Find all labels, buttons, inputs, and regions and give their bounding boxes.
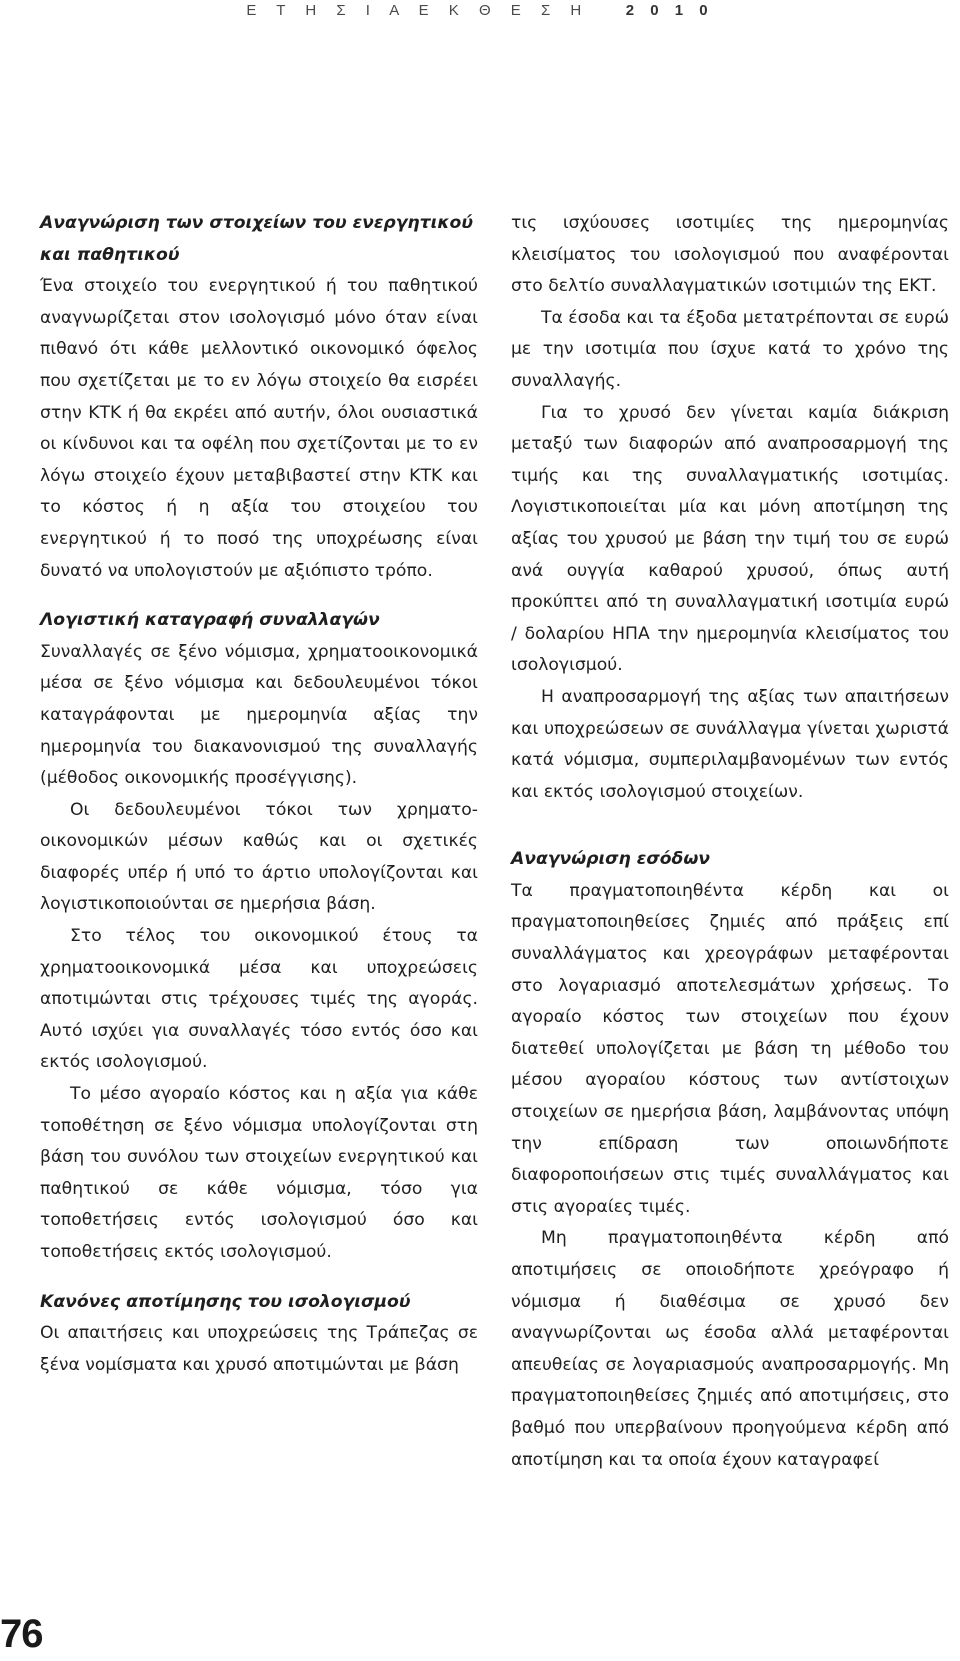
left-column	[40, 208, 478, 1381]
paragraph-fx-gold-valuation: Οι απαιτήσεις και υποχρεώσεις της Τράπεζας σε ξένα νομίσματα και χρυσό αποτιμώνται με βάση	[40, 1323, 478, 1375]
paragraph-accrued-interest: Οι δεδουλευμένοι τόκοι των χρηματοοικονομικών μέσων καθώς και οι σχετικές διαφορές υπέρ ή υπό το άρτιο υπολογίζονται και λογιστικοποιούνται σε ημερήσια βάση.	[40, 799, 478, 915]
paragraph-foreign-currency-transactions: Συναλλαγές σε ξένο νόμισμα, χρηματοοικονομικά μέσα σε ξένο νόμισμα και δεδουλευμένοι τόκοι καταγράφονται με ημερομηνία αξίας την ημερομηνία του διακανονισμού της συναλλαγής (μέθοδος οικονομικής προσέγγισης).	[40, 641, 478, 789]
paragraph-unrealised-gains: Μη πραγματοποιηθέντα κέρδη από αποτιμήσεις σε οποιοδήποτε χρεόγραφο ή νόμισμα ή διαθέσιμα σε χρυσό δεν αναγνωρίζονται ως έσοδα αλλά μεταφέρονται απευθείας σε λογαριασμούς αναπροσαρμογής. Μη πραγματοποιηθείσες ζημιές από αποτιμήσεις, στο βαθμό που υπερβαίνουν προηγούμενα κέρδη από αποτίμηση και τα οποία έχουν καταγραφεί	[511, 1228, 949, 1470]
paragraph-recognition: Ένα στοιχείο του ενεργητικού ή του παθητικού αναγνωρίζεται στον ισολογισμό μόνο όταν είναι πιθανό ότι κάθε μελλοντικό οικονομικό όφελος που σχετίζεται με το εν λόγω στοιχείο θα εισρέει στην ΚΤΚ ή θα εκρέει από αυτήν, όλοι ουσιαστικά οι κίνδυνοι και τα οφέλη που σχετίζονται με το εν λόγω στοιχείο έχουν μεταβιβαστεί στην ΚΤΚ και το κόστος ή η αξία του στοιχείου του ενεργητικού ή το ποσό της υποχρέωσης είναι δυνατό να υπολογιστούν με αξιόπιστο τρόπο.	[40, 276, 478, 581]
heading-asset-liability-recognition: Αναγνώριση των στοιχείων του ενεργητικού και παθητικού	[40, 213, 473, 265]
right-column	[511, 208, 949, 1476]
paragraph-realised-gains: Τα πραγματοποιηθέντα κέρδη και οι πραγματοποιηθείσες ζημιές από πράξεις επί συναλλάγματος και χρεογράφων μεταφέρονται στο λογαριασμό αποτελεσμάτων χρήσεως. Το αγοραίο κόστος των στοιχείων που έχουν διατεθεί υπολογίζεται με βάση τη μέθοδο του μέσου αγοραίου κόστους των αντίστοιχων στοιχείων σε ημερήσια βάση, λαμβάνοντας υπόψη την επίδραση των οποιωνδήποτε διαφοροποιήσεων στις τιμές συναλλάγματος και στις αγοραίες τιμές.	[511, 880, 949, 1217]
heading-income-recognition: Αναγνώριση εσόδων	[511, 849, 710, 870]
paragraph-average-cost: Το μέσο αγοραίο κόστος και η αξία για κάθε τοποθέτηση σε ξένο νόμισμα υπολογίζονται στη βάση του συνόλου των στοιχείων ενεργητικού και παθητικού σε κάθε νόμισμα, τόσο για τοποθετήσεις εντός ισολογισμού όσο και τοποθετήσεις εκτός ισολογισμού.	[40, 1084, 478, 1262]
report-year: 2 0 1 0	[625, 2, 714, 19]
paragraph-revaluation: Η αναπροσαρμογή της αξίας των απαιτήσεων και υποχρεώσεων σε συνάλλαγμα γίνεται χωριστά κατά νόμισμα, συμπεριλαμβανομένων των εντός και εκτός ισολογισμού στοιχείων.	[511, 686, 949, 802]
paragraph-income-expense-conversion: Τα έσοδα και τα έξοδα μετατρέπονται σε ευρώ με την ισοτιμία που ίσχυε κατά το χρόνο της συναλλαγής.	[511, 307, 949, 391]
paragraph-year-end-valuation: Στο τέλος του οικονομικού έτους τα χρηματοοικονομικά μέσα και υποχρεώσεις αποτιμώνται στις τρέχουσες τιμές της αγοράς. Αυτό ισχύει για συναλλαγές τόσο εντός όσο και εκτός ισολογισμού.	[40, 926, 478, 1073]
running-header	[0, 2, 960, 19]
paragraph-exchange-rates: τις ισχύουσες ισοτιμίες της ημερομηνίας κλεισίματος του ισολογισμού που αναφέρονται στο δελτίο συναλλαγματικών ισοτιμιών της ΕΚΤ.	[511, 213, 949, 297]
paragraph-gold: Για το χρυσό δεν γίνεται καμία διάκριση μεταξύ των διαφορών από αναπροσαρμογή της τιμής και της συναλλαγματικής ισοτιμίας. Λογιστικοποιείται μία και μόνη αποτίμηση της αξίας του χρυσού με βάση την τιμή του σε ευρώ ανά ουγγία καθαρού χρυσού, όπως αυτή προκύπτει από τη συναλλαγματική ισοτιμία ευρώ / δολαρίου ΗΠΑ την ημερομηνία κλεισίματος του ισολογισμού.	[511, 402, 949, 676]
heading-transaction-accounting: Λογιστική καταγραφή συναλλαγών	[40, 610, 380, 631]
heading-balance-sheet-valuation: Κανόνες αποτίμησης του ισολογισμού	[40, 1291, 411, 1312]
report-title: Ε Τ Η Σ Ι Α Ε Κ Θ Ε Σ Η	[246, 2, 590, 19]
page-number: 76	[0, 1612, 43, 1656]
